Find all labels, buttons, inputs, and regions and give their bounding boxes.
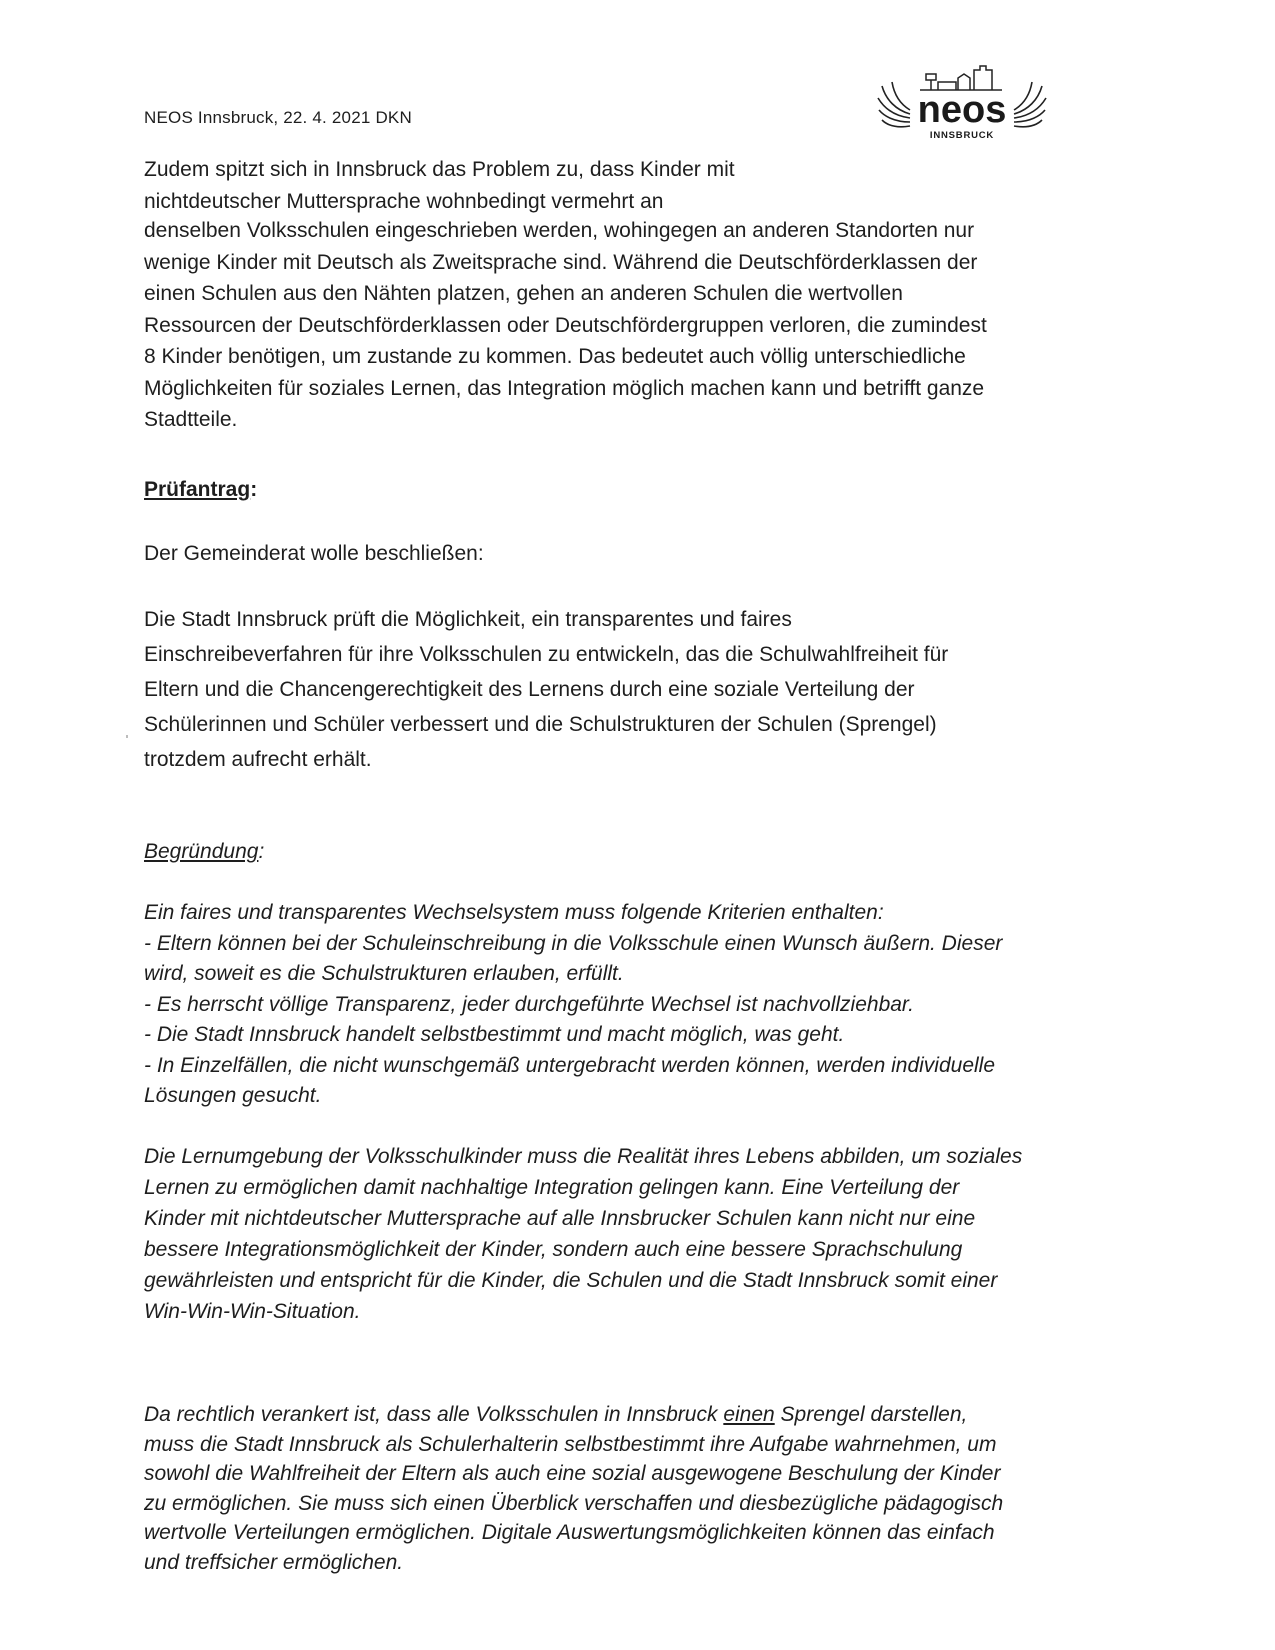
intro-line: Ressourcen der Deutschförderklassen oder Deutschfördergruppen verloren, die zumindest [144,313,987,337]
environment-line: Lernen zu ermöglichen damit nachhaltige Integration gelingen kann. Eine Verteilung der [144,1176,960,1199]
resolution-paragraph [144,602,1104,777]
environment-paragraph [144,1141,1104,1327]
criteria-line: Lösungen gesucht. [144,1084,322,1107]
criteria-line: - Eltern können bei der Schuleinschreibung in die Volksschule einen Wunsch äußern. Dieser [144,931,1003,955]
pruefantrag-heading [144,474,1104,506]
intro-paragraph [144,154,1104,436]
environment-line: bessere Integrationsmöglichkeit der Kinder, sondern auch eine bessere Sprachschulung [144,1238,963,1261]
intro-line: einen Schulen aus den Nähten platzen, gehen an anderen Schulen die wertvollen [144,282,903,305]
scan-artifact [126,735,128,738]
legal-line: wertvolle Verteilungen ermöglichen. Digitale Auswertungsmöglichkeiten können das einfach [144,1521,995,1544]
intro-line: nichtdeutscher Muttersprache wohnbedingt vermehrt an [144,189,664,213]
neos-logo-graphic [876,56,1048,144]
legal-line: muss die Stadt Innsbruck als Schulerhalterin selbstbestimmt ihre Aufgabe wahrnehmen, um [144,1432,997,1456]
logo-subtitle: INNSBRUCK [929,130,995,141]
pruefantrag-heading-colon: : [250,478,258,501]
criteria-line: - In Einzelfällen, die nicht wunschgemäß untergebracht werden können, werden individuelle [144,1053,996,1077]
pruefantrag-heading-text: Prüfantrag [144,478,251,501]
legal-first-after: Sprengel darstellen, [774,1403,968,1426]
legal-line: sowohl die Wahlfreiheit der Eltern als auch eine sozial ausgewogene Beschulung der Kinder [144,1462,1001,1485]
begruendung-heading-text: Begründung [144,840,259,863]
right-wing-icon [1014,82,1046,127]
legal-emphasis: einen [723,1403,775,1426]
left-wing-icon [878,82,910,127]
resolution-line: Die Stadt Innsbruck prüft die Möglichkeit, ein transparentes und faires [144,608,792,631]
legal-first-before: Da rechtlich verankert ist, dass alle Volksschulen in Innsbruck [144,1403,724,1426]
environment-line: Kinder mit nichtdeutscher Muttersprache auf alle Innsbrucker Schulen kann nicht nur eine [144,1207,976,1230]
criteria-line: - Es herrscht völlige Transparenz, jeder durchgeführte Wechsel ist nachvollziehbar. [144,992,914,1016]
intro-line: Möglichkeiten für soziales Lernen, das Integration möglich machen kann und betrifft ganze [144,376,985,400]
criteria-line: Ein faires und transparentes Wechselsystem muss folgende Kriterien enthalten: [144,901,884,924]
intro-line: Zudem spitzt sich in Innsbruck das Problem zu, dass Kinder mit [144,158,735,181]
resolution-intro: Der Gemeinderat wolle beschließen: [144,542,484,565]
begruendung-heading [144,836,1104,868]
legal-line-first [144,1400,1104,1430]
skyline-icon [920,66,1002,90]
resolution-line: Schülerinnen und Schüler verbessert und die Schulstrukturen der Schulen (Sprengel) [144,713,937,736]
criteria-line: - Die Stadt Innsbruck handelt selbstbestimmt und macht möglich, was geht. [144,1023,845,1046]
intro-line: denselben Volksschulen eingeschrieben werden, wohingegen an anderen Standorten nur [144,219,975,242]
environment-line: gewährleisten und entspricht für die Kinder, die Schulen und die Stadt Innsbruck somit einer [144,1269,998,1292]
resolution-line: Eltern und die Chancengerechtigkeit des Lernens durch eine soziale Verteilung der [144,678,915,701]
resolution-line: Einschreibeverfahren für ihre Volksschulen zu entwickeln, das die Schulwahlfreiheit für [144,643,949,666]
environment-line: Win-Win-Win-Situation. [144,1300,361,1323]
legal-paragraph [144,1400,1104,1577]
environment-line: Die Lernumgebung der Volksschulkinder muss die Realität ihres Lebens abbilden, um soziales [144,1145,1023,1168]
intro-line: Stadtteile. [144,408,238,431]
document-meta: NEOS Innsbruck, 22. 4. 2021 DKN [144,108,412,127]
intro-line: 8 Kinder benötigen, um zustande zu kommen. Das bedeutet auch völlig unterschiedliche [144,345,966,368]
neos-innsbruck-logo [876,56,1048,144]
legal-line: und treffsicher ermöglichen. [144,1550,404,1574]
logo-word: neos [917,89,1007,131]
criteria-paragraph [144,898,1104,1112]
begruendung-heading-colon: : [258,840,265,863]
criteria-line: wird, soweit es die Schulstrukturen erlauben, erfüllt. [144,962,624,985]
resolution-line: trotzdem aufrecht erhält. [144,748,372,771]
intro-line: wenige Kinder mit Deutsch als Zweitsprache sind. Während die Deutschförderklassen der [144,250,978,274]
legal-line: zu ermöglichen. Sie muss sich einen Überblick verschaffen und diesbezügliche pädagogisch [144,1491,1004,1515]
